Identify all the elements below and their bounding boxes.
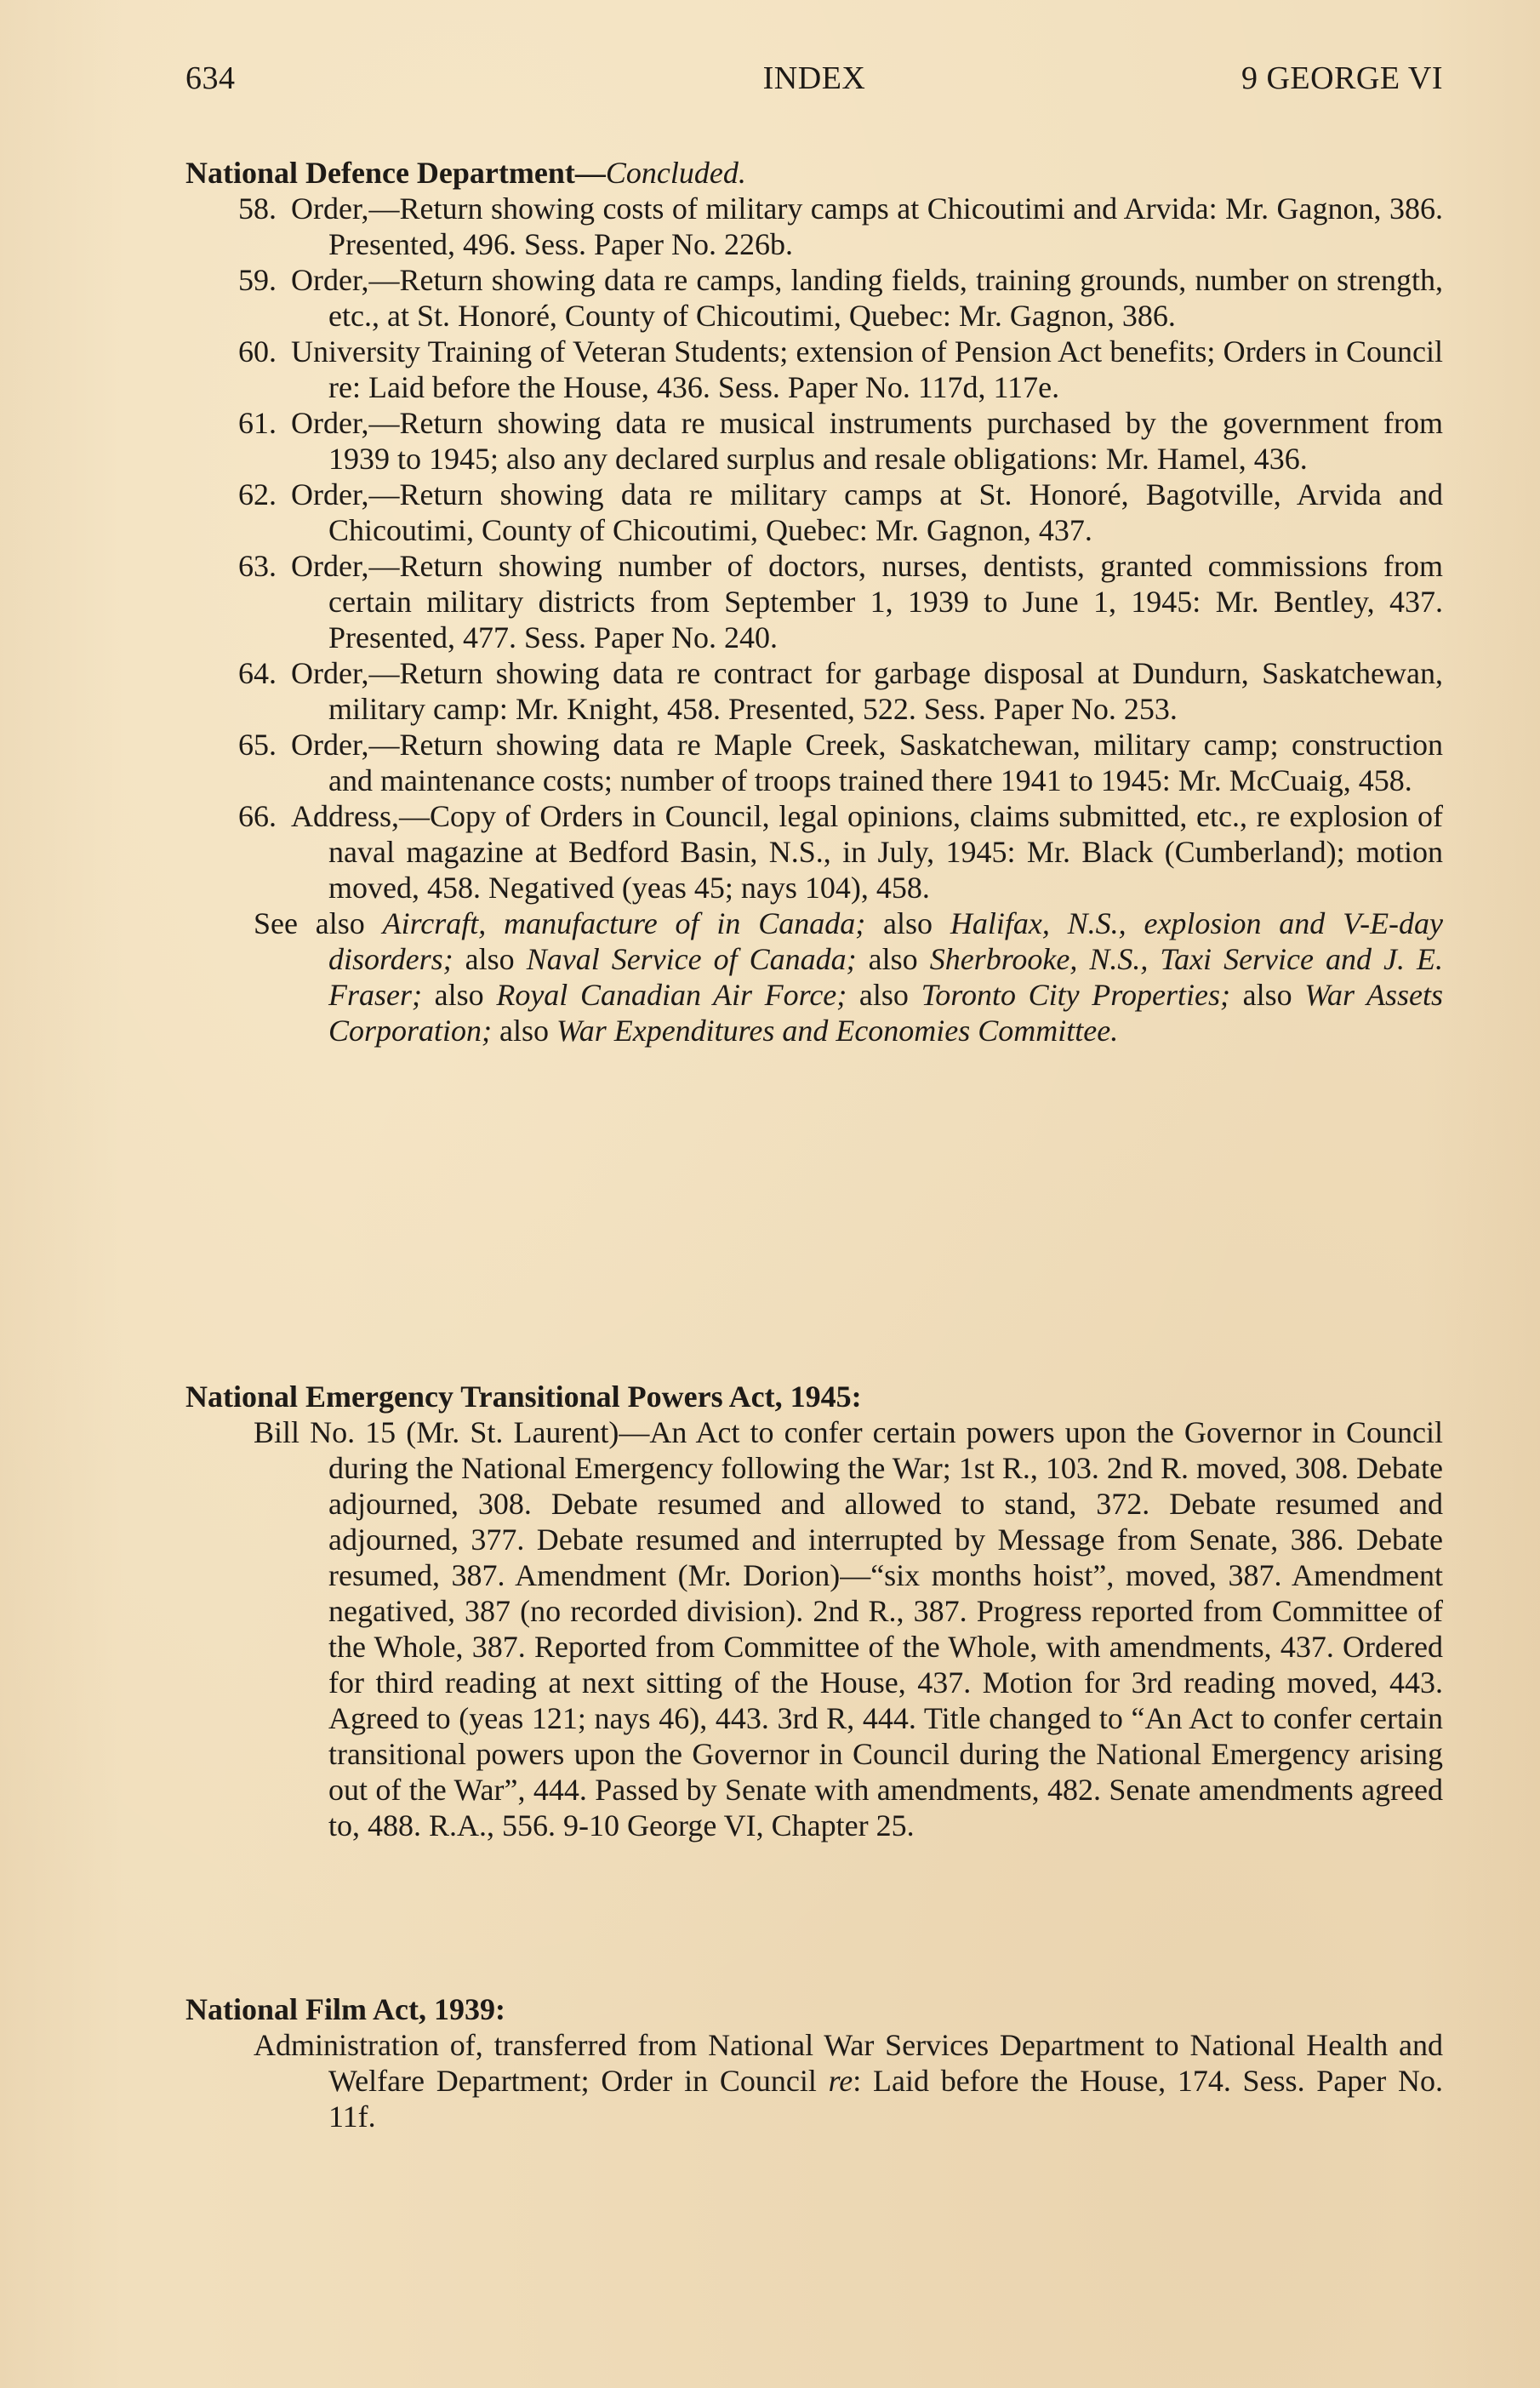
cross-reference: War Assets Corporation; <box>328 978 1443 1048</box>
see-also-references: See also Aircraft, manufacture of in Canada; also Halifax, N.S., explosion and V-E-day disorders; also Naval Service of Canada; also Sherbrooke, N.S., Taxi Service and J. E. Fraser; also Royal Canadian Air Force; also Toronto City Properties; also War Assets Corporation; also War Expenditures and Economies Committee. <box>254 906 1444 1048</box>
list-item: 64. Order,—Return showing data re contract for garbage disposal at Dundurn, Saskatchewan, military camp: Mr. Knight, 458. Presented, 522. Sess. Paper No. 253. <box>238 656 1443 726</box>
list-item: 61. Order,—Return showing data re musical instruments purchased by the government from 1939 to 1945; also any declared surplus and resale obligations: Mr. Hamel, 436. <box>238 406 1443 476</box>
list-item: 63. Order,—Return showing number of doctors, nurses, dentists, granted commissions from certain military districts from September 1, 1939 to June 1, 1945: Mr. Bentley, 437. Presented, 477. Sess. Paper No. 240. <box>238 549 1443 654</box>
cross-reference: Toronto City Properties; <box>921 978 1230 1012</box>
entry-paragraph: Bill No. 15 (Mr. St. Laurent)—An Act to confer certain powers upon the Governor in Council during the National Emergency following the War; 1st R., 103. 2nd R. moved, 308. Debate adjourned, 308. Debate resumed and allowed to stand, 372. Debate resumed and adjourned, 377. Debate resumed and interrupted by Message from Senate, 386. Debate resumed, 387. Amendment (Mr. Dorion)—“six months hoist”, moved, 387. Amendment negatived, 387 (no recorded division). 2nd R., 387. Progress reported from Committee of the Whole, 387. Reported from Committee of the Whole, with amendments, 437. Ordered for third reading at next sitting of the House, 437. Motion for 3rd reading moved, 443. Agreed to (yeas 121; nays 46), 443. 3rd R, 444. Title changed to “An Act to confer certain transitional powers upon the Governor in Council during the National Emergency arising out of the War”, 444. Passed by Senate with amendments, 482. Senate amendments agreed to, 488. R.A., 556. 9-10 George VI, Chapter 25. <box>254 1415 1443 1842</box>
index-entry-national-defence <box>185 155 1443 1048</box>
list-item: 59. Order,—Return showing data re camps, landing fields, training grounds, number on strength, etc., at St. Honoré, County of Chicoutimi, Quebec: Mr. Gagnon, 386. <box>238 263 1443 333</box>
list-item: 62. Order,—Return showing data re military camps at St. Honoré, Bagotville, Arvida and Chicoutimi, County of Chicoutimi, Quebec: Mr. Gagnon, 437. <box>238 477 1443 547</box>
page-title: INDEX <box>762 60 866 96</box>
cross-reference: Halifax, N.S., explosion and V-E-day disorders; <box>328 906 1444 976</box>
list-item: 58. Order,—Return showing costs of military camps at Chicoutimi and Arvida: Mr. Gagnon, 386. Presented, 496. Sess. Paper No. 226b. <box>238 191 1443 261</box>
list-item: 65. Order,—Return showing data re Maple Creek, Saskatchewan, military camp; construction and maintenance costs; number of troops trained there 1941 to 1945: Mr. McCuaig, 458. <box>238 728 1443 797</box>
entry-heading: National Defence Department—Concluded. <box>185 156 746 190</box>
cross-reference: Aircraft, manufacture of in Canada; <box>382 906 866 940</box>
cross-reference: Royal Canadian Air Force; <box>496 978 847 1012</box>
index-entry-national-film-act <box>185 1991 1443 2134</box>
entry-heading: National Emergency Transitional Powers Act, 1945: <box>185 1380 862 1414</box>
entry-paragraph: Administration of, transferred from National War Services Department to National Health and Welfare Department; Order in Council re: Laid before the House, 174. Sess. Paper No. 11f. <box>254 2028 1444 2134</box>
cross-reference: Naval Service of Canada; <box>526 942 857 976</box>
index-entry-national-emergency-act <box>185 1379 1443 1843</box>
reign-label: 9 GEORGE VI <box>1241 60 1443 96</box>
running-head <box>185 60 1443 102</box>
entry-items <box>185 191 1443 905</box>
page-number: 634 <box>185 60 236 96</box>
list-item: 60. University Training of Veteran Students; extension of Pension Act benefits; Orders in Council re: Laid before the House, 436. Sess. Paper No. 117d, 117e. <box>238 334 1443 404</box>
cross-reference: War Expenditures and Economies Committee. <box>556 1014 1119 1048</box>
list-item: 66. Address,—Copy of Orders in Council, legal opinions, claims submitted, etc., re explosion of naval magazine at Bedford Basin, N.S., in July, 1945: Mr. Black (Cumberland); motion moved, 458. Negatived (yeas 45; nays 104), 458. <box>238 799 1443 905</box>
entry-heading: National Film Act, 1939: <box>185 1992 505 2026</box>
cross-reference: Sherbrooke, N.S., Taxi Service and J. E. Fraser; <box>328 942 1444 1012</box>
